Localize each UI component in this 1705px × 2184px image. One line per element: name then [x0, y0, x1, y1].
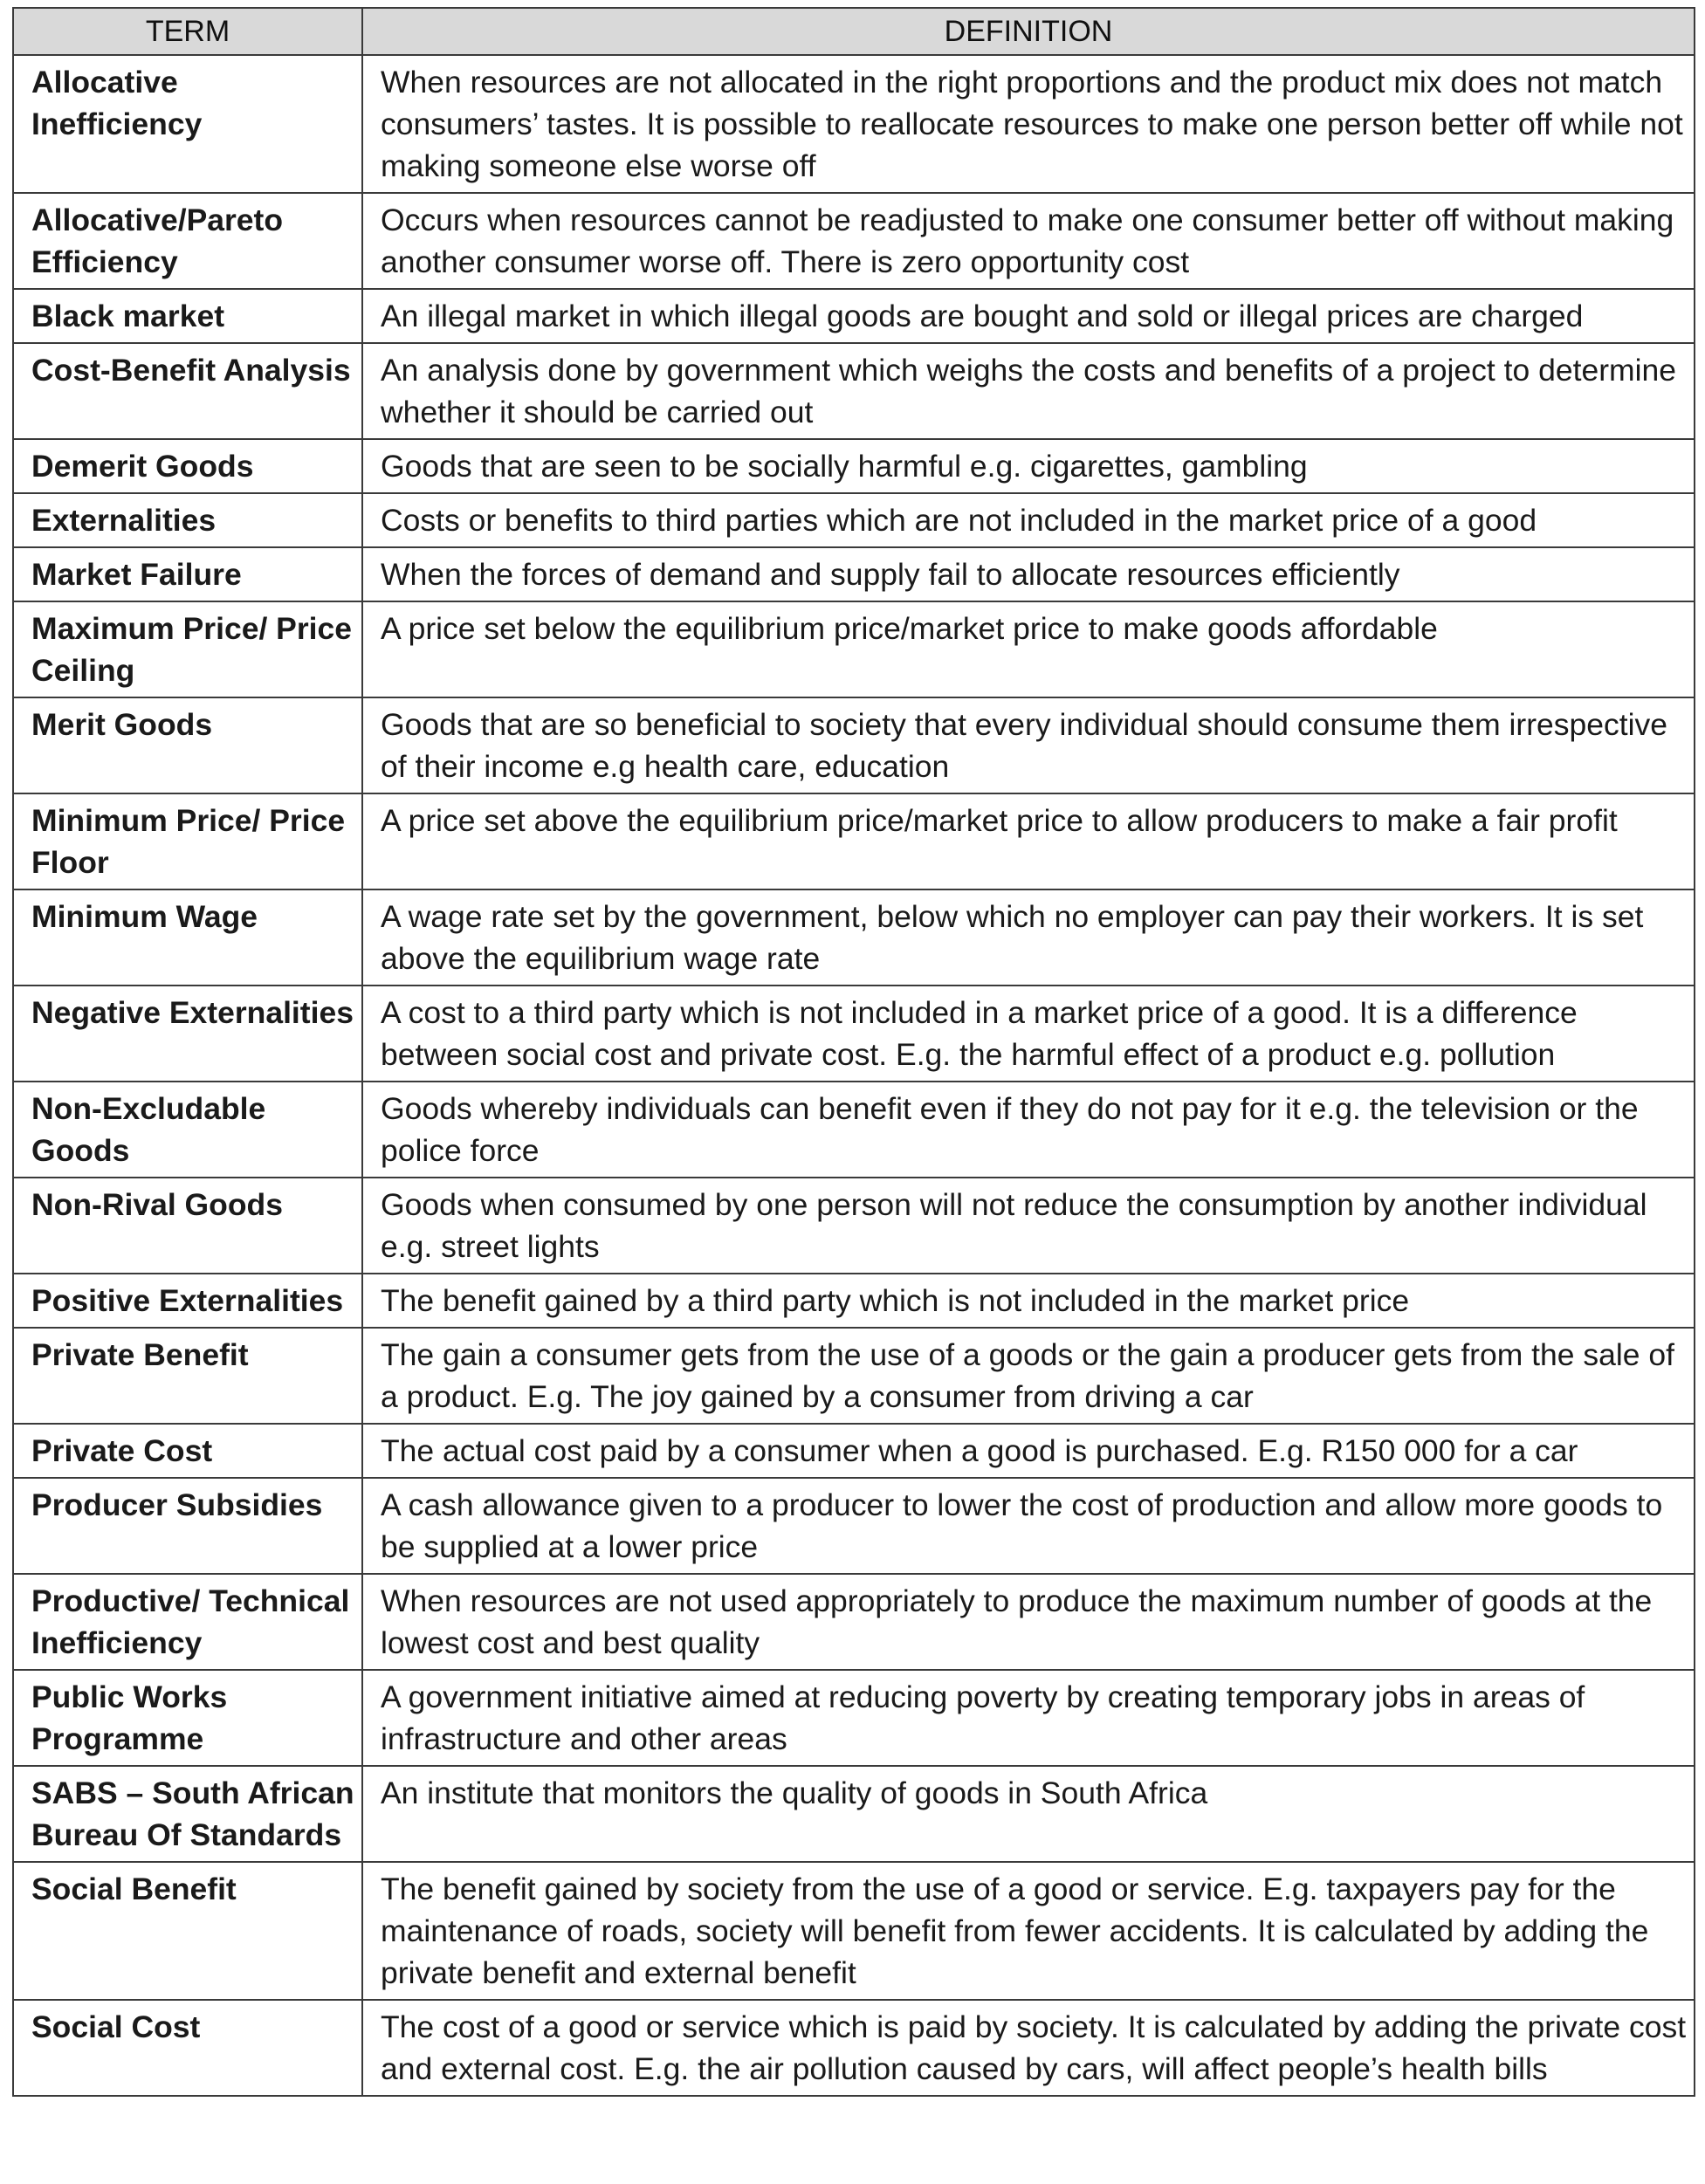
term-cell: Non-Rival Goods — [13, 1178, 362, 1274]
table-row — [13, 1574, 1695, 1670]
term-cell: Positive Externalities — [13, 1274, 362, 1328]
table-row — [13, 1328, 1695, 1424]
definition-cell: Goods whereby individuals can benefit even if they do not pay for it e.g. the television or the police force — [362, 1082, 1695, 1178]
definition-cell: The benefit gained by a third party which is not included in the market price — [362, 1274, 1695, 1328]
definition-cell: A price set above the equilibrium price/market price to allow producers to make a fair profit — [362, 793, 1695, 889]
definition-cell: The cost of a good or service which is paid by society. It is calculated by adding the private cost and external cost. E.g. the air pollution caused by cars, will affect people’s health bills — [362, 2000, 1695, 2096]
term-cell: Private Benefit — [13, 1328, 362, 1424]
definition-cell: An analysis done by government which weighs the costs and benefits of a project to determine whether it should be carried out — [362, 343, 1695, 439]
table-row — [13, 547, 1695, 601]
table-row — [13, 343, 1695, 439]
definition-cell: When the forces of demand and supply fail to allocate resources efficiently — [362, 547, 1695, 601]
table-row — [13, 493, 1695, 547]
definition-cell: Costs or benefits to third parties which are not included in the market price of a good — [362, 493, 1695, 547]
definition-cell: The benefit gained by society from the use of a good or service. E.g. taxpayers pay for the maintenance of roads, society will benefit from fewer accidents. It is calculated by adding the private benefit and external benefit — [362, 1862, 1695, 2000]
table-row — [13, 697, 1695, 793]
table-row — [13, 1766, 1695, 1862]
table-row — [13, 1478, 1695, 1574]
term-cell: Minimum Wage — [13, 889, 362, 986]
table-body — [13, 55, 1695, 2096]
table-row — [13, 1424, 1695, 1478]
term-cell: Market Failure — [13, 547, 362, 601]
term-cell: Producer Subsidies — [13, 1478, 362, 1574]
term-cell: Social Cost — [13, 2000, 362, 2096]
header-definition: DEFINITION — [362, 8, 1695, 55]
table-row — [13, 1178, 1695, 1274]
term-cell: Black market — [13, 289, 362, 343]
term-cell: Social Benefit — [13, 1862, 362, 2000]
term-cell: Cost-Benefit Analysis — [13, 343, 362, 439]
table-row — [13, 793, 1695, 889]
term-cell: Private Cost — [13, 1424, 362, 1478]
table-row — [13, 1082, 1695, 1178]
definition-cell: Goods when consumed by one person will not reduce the consumption by another individual e.g. street lights — [362, 1178, 1695, 1274]
term-cell: Negative Externalities — [13, 986, 362, 1082]
term-cell: Productive/ Technical Inefficiency — [13, 1574, 362, 1670]
definition-cell: Goods that are so beneficial to society that every individual should consume them irrespective of their income e.g health care, education — [362, 697, 1695, 793]
term-cell: Demerit Goods — [13, 439, 362, 493]
definition-cell: The gain a consumer gets from the use of a goods or the gain a producer gets from the sale of a product. E.g. The joy gained by a consumer from driving a car — [362, 1328, 1695, 1424]
term-cell: Allocative Inefficiency — [13, 55, 362, 193]
table-row — [13, 289, 1695, 343]
table-row — [13, 986, 1695, 1082]
term-cell: Maximum Price/ Price Ceiling — [13, 601, 362, 697]
definition-cell: An illegal market in which illegal goods are bought and sold or illegal prices are charged — [362, 289, 1695, 343]
definition-cell: When resources are not allocated in the right proportions and the product mix does not match consumers’ tastes. It is possible to reallocate resources to make one person better off while not making someone else worse off — [362, 55, 1695, 193]
definition-cell: Goods that are seen to be socially harmful e.g. cigarettes, gambling — [362, 439, 1695, 493]
term-cell: Allocative/Pareto Efficiency — [13, 193, 362, 289]
table-header-row — [13, 8, 1695, 55]
table-row — [13, 1274, 1695, 1328]
term-cell: SABS – South African Bureau Of Standards — [13, 1766, 362, 1862]
table-row — [13, 2000, 1695, 2096]
table-row — [13, 1862, 1695, 2000]
term-cell: Merit Goods — [13, 697, 362, 793]
header-term: TERM — [13, 8, 362, 55]
term-cell: Public Works Programme — [13, 1670, 362, 1766]
table-row — [13, 439, 1695, 493]
definition-cell: An institute that monitors the quality of goods in South Africa — [362, 1766, 1695, 1862]
definition-cell: Occurs when resources cannot be readjusted to make one consumer better off without making another consumer worse off. There is zero opportunity cost — [362, 193, 1695, 289]
term-cell: Non-Excludable Goods — [13, 1082, 362, 1178]
term-cell: Externalities — [13, 493, 362, 547]
definition-cell: A wage rate set by the government, below which no employer can pay their workers. It is set above the equilibrium wage rate — [362, 889, 1695, 986]
table-row — [13, 889, 1695, 986]
table-row — [13, 193, 1695, 289]
definition-cell: A cash allowance given to a producer to lower the cost of production and allow more goods to be supplied at a lower price — [362, 1478, 1695, 1574]
definition-cell: A cost to a third party which is not included in a market price of a good. It is a difference between social cost and private cost. E.g. the harmful effect of a product e.g. pollution — [362, 986, 1695, 1082]
definition-cell: The actual cost paid by a consumer when a good is purchased. E.g. R150 000 for a car — [362, 1424, 1695, 1478]
definition-cell: A government initiative aimed at reducing poverty by creating temporary jobs in areas of infrastructure and other areas — [362, 1670, 1695, 1766]
table-row — [13, 55, 1695, 193]
definition-cell: When resources are not used appropriately to produce the maximum number of goods at the lowest cost and best quality — [362, 1574, 1695, 1670]
term-cell: Minimum Price/ Price Floor — [13, 793, 362, 889]
table-row — [13, 601, 1695, 697]
glossary-table — [12, 7, 1695, 2097]
definition-cell: A price set below the equilibrium price/market price to make goods affordable — [362, 601, 1695, 697]
table-row — [13, 1670, 1695, 1766]
